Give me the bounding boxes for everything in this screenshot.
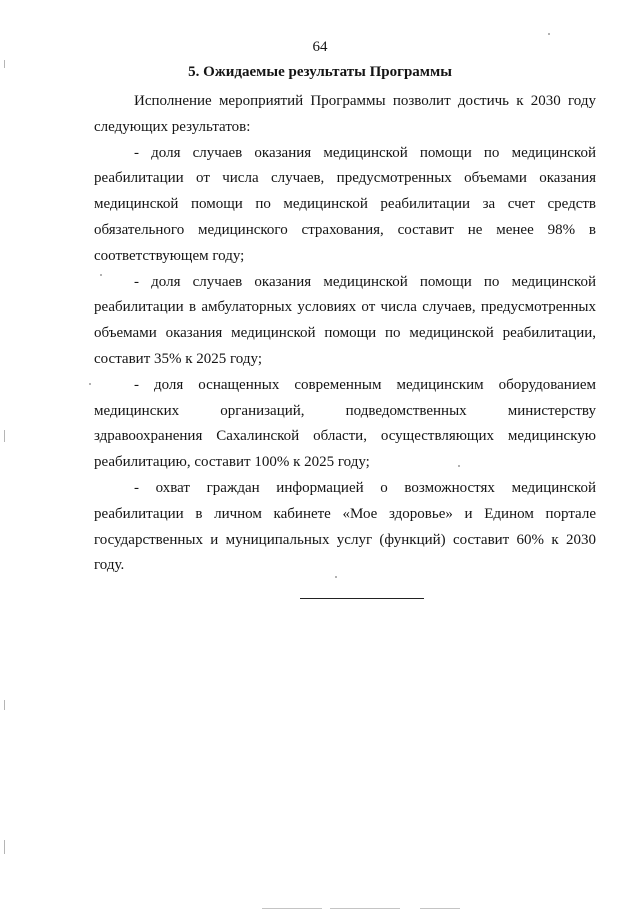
scan-speck (100, 274, 102, 276)
scan-edge-mark (4, 430, 5, 442)
intro-paragraph: Исполнение мероприятий Программы позволит достичь к 2030 году следующих результатов: (94, 93, 596, 135)
document-body (94, 89, 596, 579)
scan-edge-mark (4, 700, 5, 710)
scan-edge-mark (4, 840, 5, 854)
scan-speck (335, 576, 337, 578)
scan-speck (89, 383, 91, 385)
result-item-information-coverage: - охват граждан информацией о возможностях медицинской реабилитации в личном кабинете «Мое здоровье» и Едином портале государственных и муниципальных услуг (функций) составит 60% к 2030 году. (94, 479, 596, 574)
scan-edge-mark (4, 60, 5, 68)
section-title: 5. Ожидаемые результаты Программы (188, 64, 452, 80)
result-item-rehab-oms: - доля случаев оказания медицинской помощи по медицинской реабилитации от числа случаев, предусмотренных объемами оказания медицинской помощи по медицинской реабилитации за счет средств обязательного медицинского страхования, составит не менее 98% в соответствующем году; (94, 144, 596, 264)
result-item-equipped-organizations: - доля оснащенных современным медицинским оборудованием медицинских организаций, подведомственных министерству здравоохранения Сахалинской области, осуществляющих медицинскую реабилитацию, составит 100% к 2025 году; (94, 376, 596, 471)
result-item-rehab-outpatient: - доля случаев оказания медицинской помощи по медицинской реабилитации в амбулаторных условиях от числа случаев, предусмотренных объемами оказания медицинской помощи по медицинской реабилитации, составит 35% к 2025 году; (94, 273, 596, 367)
page-number: 64 (312, 39, 328, 55)
scan-speck (458, 465, 460, 467)
scan-speck (548, 33, 550, 35)
scan-bottom-mark (330, 908, 400, 909)
scan-bottom-mark (420, 908, 460, 909)
scan-bottom-mark (262, 908, 322, 909)
end-divider (300, 598, 424, 599)
